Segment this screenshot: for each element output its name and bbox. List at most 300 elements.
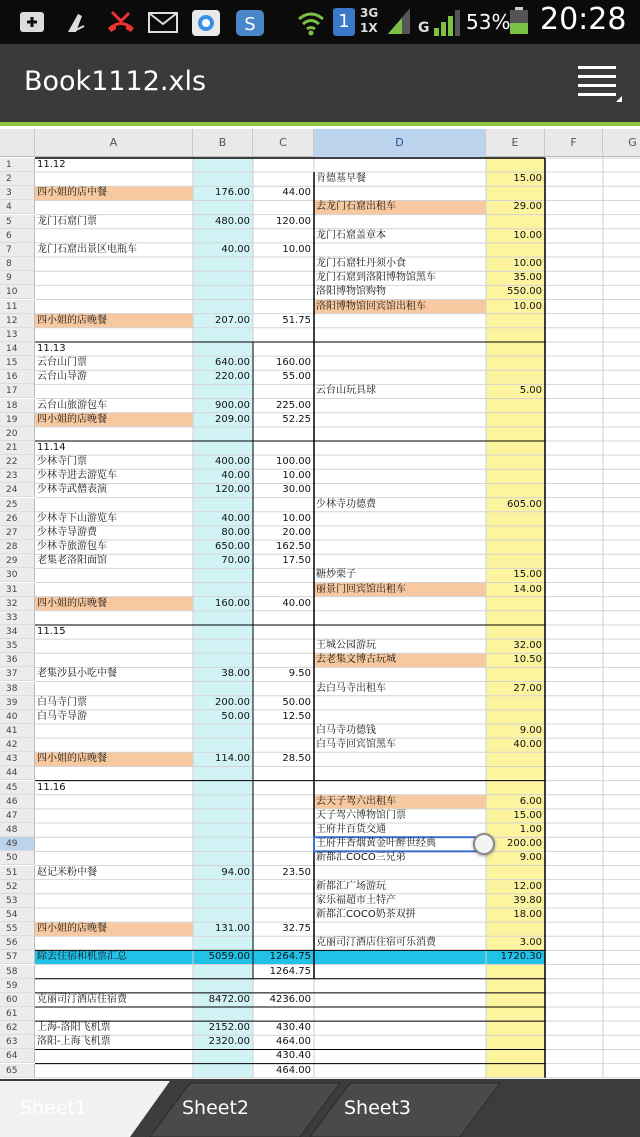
- cell-e[interactable]: 10.00: [513, 258, 542, 270]
- cleaner-icon: [62, 8, 94, 36]
- cell-fill: [193, 1007, 253, 1021]
- cell-d[interactable]: 王城公园游玩: [316, 640, 376, 652]
- cell-c[interactable]: 23.50: [282, 866, 311, 878]
- row-header[interactable]: 1: [0, 158, 35, 172]
- cell-a[interactable]: 老集老洛阳面馆: [37, 555, 107, 567]
- cell-a[interactable]: 洛阳-上海飞机票: [37, 1036, 111, 1048]
- cell-a[interactable]: 少林寺导游费: [37, 526, 97, 538]
- cell-e[interactable]: 29.00: [513, 201, 542, 213]
- cell-a[interactable]: 龙门石窟门票: [37, 215, 97, 227]
- cell-c[interactable]: 28.50: [282, 753, 311, 765]
- row-header[interactable]: 49: [0, 837, 35, 851]
- cell-b[interactable]: 40.00: [221, 512, 250, 524]
- cell-fill: [193, 384, 253, 398]
- cell-c[interactable]: 430.40: [276, 1022, 311, 1034]
- cell-e[interactable]: 14.00: [513, 583, 542, 595]
- cell-e[interactable]: 3.00: [519, 937, 542, 949]
- cell-fill: [193, 653, 253, 667]
- row-header[interactable]: 13: [0, 328, 35, 342]
- cell-fill: [486, 922, 545, 936]
- cell-c[interactable]: 160.00: [276, 357, 311, 369]
- cell-fill: [193, 625, 253, 639]
- cell-e[interactable]: 550.00: [507, 286, 542, 298]
- sheet-tab-bar: [0, 1079, 640, 1137]
- cell-c[interactable]: 44.00: [282, 187, 311, 199]
- cell-b[interactable]: 176.00: [215, 187, 250, 199]
- cell-c[interactable]: 1264.75: [269, 951, 311, 963]
- cell-fill: [193, 766, 253, 780]
- row-header[interactable]: 56: [0, 936, 35, 950]
- cell-fill: [193, 158, 253, 172]
- cell-c[interactable]: 4236.00: [269, 993, 311, 1005]
- row-header[interactable]: 47: [0, 809, 35, 823]
- cell-fill: [193, 837, 253, 851]
- cell-fill: [486, 512, 545, 526]
- cell-c[interactable]: 120.00: [276, 215, 311, 227]
- cell-fill: [193, 328, 253, 342]
- row-header[interactable]: 10: [0, 285, 35, 299]
- row-header[interactable]: 4: [0, 200, 35, 214]
- cell-e[interactable]: 39.80: [513, 894, 542, 906]
- cell-b[interactable]: 2152.00: [208, 1022, 250, 1034]
- cell-fill: [193, 682, 253, 696]
- cell-e[interactable]: 15.00: [513, 809, 542, 821]
- cell-fill: [486, 597, 545, 611]
- cell-e[interactable]: 40.00: [513, 739, 542, 751]
- row-header[interactable]: 46: [0, 795, 35, 809]
- cell-c[interactable]: 430.40: [276, 1050, 311, 1062]
- menu-icon[interactable]: [574, 60, 624, 110]
- row-header[interactable]: 17: [0, 384, 35, 398]
- cell-e[interactable]: 10.50: [513, 654, 542, 666]
- column-header-d[interactable]: D: [314, 129, 486, 157]
- row-header[interactable]: 59: [0, 979, 35, 993]
- cell-a[interactable]: 11.16: [37, 781, 66, 793]
- cell-a[interactable]: 四小姐的店晚餐: [37, 923, 107, 935]
- cell-a[interactable]: 克丽司汀酒店住宿费: [37, 993, 127, 1005]
- cell-a[interactable]: 少林寺下山游览车: [37, 512, 117, 524]
- column-header-bar: [0, 129, 640, 157]
- cell-d[interactable]: 白马寺功德钱: [316, 725, 376, 736]
- cell-a[interactable]: 白马寺门票: [37, 696, 87, 708]
- row-header[interactable]: 45: [0, 781, 35, 795]
- cell-e[interactable]: 605.00: [507, 498, 542, 510]
- cell-a[interactable]: 11.13: [37, 342, 66, 354]
- cell-b[interactable]: 220.00: [215, 371, 250, 383]
- missed-call-icon: [104, 8, 138, 36]
- row-header[interactable]: 15: [0, 356, 35, 370]
- cell-e[interactable]: 5.00: [519, 385, 542, 397]
- cell-fill: [193, 809, 253, 823]
- cell-d[interactable]: 洛阳博物馆回宾馆出租车: [316, 300, 426, 312]
- cell-fill: [193, 908, 253, 922]
- cell-fill: [193, 936, 253, 950]
- row-header[interactable]: 6: [0, 229, 35, 243]
- cell-e[interactable]: 18.00: [513, 908, 542, 920]
- cell-d[interactable]: 家乐福超市土特产: [316, 894, 396, 906]
- cell-a[interactable]: 少林寺旅游包车: [37, 541, 107, 553]
- row-header[interactable]: 32: [0, 597, 35, 611]
- cell-fill: [486, 342, 545, 356]
- cell-a[interactable]: 白马寺导游: [37, 710, 87, 722]
- row-header[interactable]: 7: [0, 243, 35, 257]
- column-header-a[interactable]: A: [35, 129, 193, 157]
- cell-b[interactable]: 70.00: [221, 555, 250, 567]
- wifi-icon: [296, 8, 326, 36]
- cell-b[interactable]: 5059.00: [208, 951, 250, 963]
- row-header[interactable]: 2: [0, 172, 35, 186]
- row-header[interactable]: 50: [0, 851, 35, 865]
- cell-d[interactable]: 丽景门回宾馆出租车: [316, 583, 406, 595]
- cell-fill: [486, 667, 545, 681]
- cell-fill: [193, 795, 253, 809]
- battery-percent: 53%: [466, 10, 511, 34]
- cell-fill: [486, 243, 545, 257]
- cell-fill: [193, 285, 253, 299]
- cell-b[interactable]: 114.00: [215, 753, 250, 765]
- network-g-label: G: [418, 20, 430, 36]
- cell-d[interactable]: 新都汇广场游玩: [316, 880, 386, 892]
- cell-d[interactable]: 克丽司汀酒店住宿可乐消费: [316, 937, 436, 949]
- cell-a[interactable]: 少林寺门票: [37, 456, 87, 468]
- cell-d[interactable]: 去白马寺出租车: [316, 682, 386, 694]
- column-header-e[interactable]: E: [486, 129, 545, 157]
- cell-c[interactable]: 40.00: [282, 597, 311, 609]
- cell-fill: [486, 413, 545, 427]
- sheet-tab-sheet1[interactable]: Sheet1: [20, 1097, 88, 1119]
- cell-fill: [193, 639, 253, 653]
- cell-c[interactable]: 20.00: [282, 526, 311, 538]
- row-header[interactable]: 33: [0, 611, 35, 625]
- cell-fill: [193, 611, 253, 625]
- cell-e[interactable]: 1.00: [519, 824, 542, 836]
- spreadsheet-grid[interactable]: [0, 157, 640, 1079]
- cell-fill: [486, 611, 545, 625]
- cell-c[interactable]: 225.00: [276, 399, 311, 411]
- cell-d[interactable]: 少林寺功德费: [316, 498, 376, 510]
- cell-e[interactable]: 1720.30: [500, 951, 542, 963]
- cell-a[interactable]: 四小姐的店中餐: [37, 187, 107, 199]
- cell-fill: [486, 427, 545, 441]
- row-header[interactable]: 58: [0, 965, 35, 979]
- cell-c[interactable]: 100.00: [276, 456, 311, 468]
- row-header[interactable]: 51: [0, 866, 35, 880]
- cell-e[interactable]: 35.00: [513, 272, 542, 284]
- row-header[interactable]: 3: [0, 186, 35, 200]
- row-header[interactable]: 11: [0, 300, 35, 314]
- cell-b[interactable]: 38.00: [221, 668, 250, 680]
- cell-fill: [193, 441, 253, 455]
- row-header[interactable]: 62: [0, 1021, 35, 1035]
- cell-fill: [193, 568, 253, 582]
- cell-b[interactable]: 50.00: [221, 710, 250, 722]
- select-all-corner[interactable]: [0, 129, 35, 157]
- cell-fill: [486, 1049, 545, 1063]
- row-header[interactable]: 63: [0, 1035, 35, 1049]
- row-header[interactable]: 52: [0, 880, 35, 894]
- cell-fill: [486, 215, 545, 229]
- row-header[interactable]: 57: [0, 950, 35, 964]
- cell-b[interactable]: 94.00: [221, 866, 250, 878]
- battery-icon: [508, 6, 530, 34]
- cell-a[interactable]: 少林寺武僧表演: [37, 484, 107, 496]
- row-header[interactable]: 36: [0, 653, 35, 667]
- cell-d[interactable]: 王府井香烟黄金叶醉世经典: [316, 838, 436, 850]
- app-title-bar: [0, 44, 640, 126]
- cell-b[interactable]: 160.00: [215, 597, 250, 609]
- column-header-f[interactable]: F: [545, 129, 603, 157]
- cell-d[interactable]: 糖炒栗子: [316, 569, 356, 581]
- cell-b[interactable]: 640.00: [215, 357, 250, 369]
- cell-c[interactable]: 10.00: [282, 512, 311, 524]
- cell-fill: [486, 483, 545, 497]
- cell-a[interactable]: 老集沙县小吃中餐: [37, 668, 117, 680]
- row-header[interactable]: 9: [0, 271, 35, 285]
- cell-a[interactable]: 四小姐的店晚餐: [37, 753, 107, 765]
- cell-d[interactable]: 龙门石窟到洛阳博物馆黑车: [316, 272, 436, 284]
- cell-fill: [486, 455, 545, 469]
- cell-d[interactable]: 龙门石窟牡丹须小食: [316, 258, 406, 270]
- cell-fill: [193, 172, 253, 186]
- skype-icon: [234, 8, 266, 36]
- cell-e[interactable]: 10.00: [513, 300, 542, 312]
- row-header[interactable]: 53: [0, 894, 35, 908]
- cell-c[interactable]: 50.00: [282, 696, 311, 708]
- row-header[interactable]: 16: [0, 370, 35, 384]
- cell-d[interactable]: 肯德基早餐: [316, 173, 366, 185]
- row-header[interactable]: 22: [0, 455, 35, 469]
- cell-fill: [193, 851, 253, 865]
- cell-c[interactable]: 9.50: [288, 668, 311, 680]
- cell-e[interactable]: 9.00: [519, 852, 542, 864]
- cell-fill: [193, 342, 253, 356]
- cell-d[interactable]: 白马寺回宾馆黑车: [316, 739, 396, 751]
- cell-c[interactable]: 10.00: [282, 243, 311, 255]
- row-header[interactable]: 25: [0, 498, 35, 512]
- row-header[interactable]: 34: [0, 625, 35, 639]
- row-header[interactable]: 37: [0, 667, 35, 681]
- row-header[interactable]: 26: [0, 512, 35, 526]
- row-header[interactable]: 54: [0, 908, 35, 922]
- app-store-icon: [190, 8, 222, 36]
- cell-fill: [193, 257, 253, 271]
- cell-fill: [486, 158, 545, 172]
- cell-b[interactable]: 207.00: [215, 314, 250, 326]
- cell-fill: [486, 993, 545, 1007]
- cell-fill: [193, 200, 253, 214]
- cell-b[interactable]: 8472.00: [208, 993, 250, 1005]
- cell-a[interactable]: 11.15: [37, 625, 66, 637]
- cell-d[interactable]: 新都汇COCO奶茶双拼: [316, 908, 416, 920]
- cell-a[interactable]: 11.14: [37, 442, 66, 453]
- cell-fill: [486, 441, 545, 455]
- row-header[interactable]: 21: [0, 441, 35, 455]
- cell-c[interactable]: 464.00: [276, 1064, 311, 1076]
- row-header[interactable]: 28: [0, 540, 35, 554]
- cell-fill: [486, 710, 545, 724]
- cell-c[interactable]: 464.00: [276, 1036, 311, 1048]
- cell-fill: [486, 186, 545, 200]
- cell-fill: [193, 300, 253, 314]
- row-header[interactable]: 23: [0, 469, 35, 483]
- cell-a[interactable]: 龙门石窟出景区电瓶车: [37, 243, 137, 255]
- cell-d[interactable]: 去龙门石窟出租车: [316, 201, 396, 213]
- row-header[interactable]: 44: [0, 766, 35, 780]
- cell-fill: [193, 1049, 253, 1063]
- cell-fill: [193, 583, 253, 597]
- cell-a[interactable]: 云台山门票: [37, 357, 87, 369]
- cell-b[interactable]: 650.00: [215, 541, 250, 553]
- cell-d[interactable]: 云台山玩具球: [316, 385, 376, 397]
- cell-fill: [193, 823, 253, 837]
- row-header[interactable]: 8: [0, 257, 35, 271]
- cell-c[interactable]: 162.50: [276, 541, 311, 553]
- cell-fill: [193, 880, 253, 894]
- cell-fill: [486, 1021, 545, 1035]
- cell-fill: [486, 752, 545, 766]
- cell-b[interactable]: 900.00: [215, 399, 250, 411]
- cell-e[interactable]: 9.00: [519, 725, 542, 736]
- cell-c[interactable]: 52.25: [282, 413, 311, 425]
- cell-e[interactable]: 15.00: [513, 173, 542, 185]
- cell-d[interactable]: 新都汇COCO三兄弟: [316, 852, 406, 864]
- cell-a[interactable]: 四小姐的店晚餐: [37, 413, 107, 425]
- cell-c[interactable]: 51.75: [282, 314, 311, 326]
- row-header[interactable]: 29: [0, 554, 35, 568]
- row-header[interactable]: 42: [0, 738, 35, 752]
- cell-b[interactable]: 480.00: [215, 215, 250, 227]
- column-header-g[interactable]: G: [603, 129, 640, 157]
- cell-c[interactable]: 10.00: [282, 470, 311, 482]
- cell-fill: [486, 696, 545, 710]
- cell-a[interactable]: 云台山旅游包车: [37, 399, 107, 411]
- row-header[interactable]: 31: [0, 583, 35, 597]
- signal-icon: [432, 8, 464, 36]
- cell-d[interactable]: 去老集文博古玩城: [316, 654, 396, 666]
- cell-b[interactable]: 209.00: [215, 413, 250, 425]
- cell-a[interactable]: 四小姐的店晚餐: [37, 314, 107, 326]
- cell-e[interactable]: 6.00: [519, 795, 542, 807]
- cell-fill: [486, 965, 545, 979]
- row-header[interactable]: 12: [0, 314, 35, 328]
- row-header[interactable]: 55: [0, 922, 35, 936]
- cell-e[interactable]: 15.00: [513, 569, 542, 581]
- column-header-b[interactable]: B: [193, 129, 253, 157]
- row-header[interactable]: 61: [0, 1007, 35, 1021]
- cell-b[interactable]: 80.00: [221, 526, 250, 538]
- row-header[interactable]: 64: [0, 1049, 35, 1063]
- cell-c[interactable]: 17.50: [282, 555, 311, 567]
- cell-d[interactable]: 洛阳博物馆购物: [316, 286, 386, 298]
- cell-a[interactable]: 赵记米粉中餐: [37, 866, 97, 878]
- cell-c[interactable]: 55.00: [282, 371, 311, 383]
- row-header[interactable]: 65: [0, 1064, 35, 1078]
- cell-fill: [486, 554, 545, 568]
- cell-fill: [193, 427, 253, 441]
- row-header[interactable]: 30: [0, 568, 35, 582]
- cell-e[interactable]: 27.00: [513, 682, 542, 694]
- cell-fill: [193, 724, 253, 738]
- cell-a[interactable]: 四小姐的店晚餐: [37, 597, 107, 609]
- row-header[interactable]: 43: [0, 752, 35, 766]
- cell-b[interactable]: 131.00: [215, 923, 250, 935]
- cell-e[interactable]: 32.00: [513, 640, 542, 652]
- sheet-tab-sheet2[interactable]: Sheet2: [182, 1097, 250, 1119]
- cell-b[interactable]: 400.00: [215, 456, 250, 468]
- cell-a[interactable]: 云台山导游: [37, 371, 87, 383]
- row-header[interactable]: 20: [0, 427, 35, 441]
- cell-e[interactable]: 12.00: [513, 880, 542, 892]
- row-header[interactable]: 18: [0, 399, 35, 413]
- add-notification-icon: [18, 8, 50, 36]
- sim-indicator: 1: [333, 8, 355, 36]
- cell-b[interactable]: 40.00: [221, 243, 250, 255]
- cell-d[interactable]: 龙门石窟盖章本: [316, 229, 386, 241]
- row-header[interactable]: 41: [0, 724, 35, 738]
- column-header-c[interactable]: C: [253, 129, 314, 157]
- row-header[interactable]: 35: [0, 639, 35, 653]
- sheet-tab-sheet3[interactable]: Sheet3: [344, 1097, 412, 1119]
- row-header[interactable]: 19: [0, 413, 35, 427]
- status-bar: [0, 0, 640, 44]
- cell-fill: [486, 979, 545, 993]
- cell-fill: [486, 766, 545, 780]
- cell-fill: [486, 399, 545, 413]
- cell-e[interactable]: 10.00: [513, 229, 542, 241]
- cell-c[interactable]: 12.50: [282, 710, 311, 722]
- cell-c[interactable]: 32.75: [282, 923, 311, 935]
- cell-e[interactable]: 200.00: [507, 838, 542, 850]
- cell-a[interactable]: 除去住宿和机票汇总: [37, 951, 127, 963]
- file-title: Book1112.xls: [24, 66, 207, 97]
- row-header[interactable]: 27: [0, 526, 35, 540]
- cell-b[interactable]: 2320.00: [208, 1036, 250, 1048]
- row-header[interactable]: 5: [0, 215, 35, 229]
- cell-fill: [486, 370, 545, 384]
- cell-c[interactable]: 1264.75: [269, 965, 311, 977]
- cell-fill: [193, 271, 253, 285]
- cell-b[interactable]: 40.00: [221, 470, 250, 482]
- cell-fill: [486, 540, 545, 554]
- cell-b[interactable]: 120.00: [215, 484, 250, 496]
- row-header[interactable]: 60: [0, 993, 35, 1007]
- cell-d[interactable]: 去天子驾六出租车: [316, 795, 396, 807]
- cell-d[interactable]: 天子驾六博物馆门票: [316, 809, 406, 821]
- cell-a[interactable]: 11.12: [37, 159, 66, 170]
- cell-fill: [486, 328, 545, 342]
- cell-fill: [193, 781, 253, 795]
- cell-d[interactable]: 王府井百货交通: [316, 824, 386, 836]
- cell-c[interactable]: 30.00: [282, 484, 311, 496]
- cell-a[interactable]: 少林寺进去游览车: [37, 470, 117, 482]
- signal-3g-icon: [384, 6, 412, 34]
- cell-fill: [486, 1035, 545, 1049]
- cell-b[interactable]: 200.00: [215, 696, 250, 708]
- row-header[interactable]: 48: [0, 823, 35, 837]
- cell-fill: [486, 469, 545, 483]
- cell-fill: [193, 979, 253, 993]
- tab-shapes: [0, 1079, 640, 1137]
- row-header[interactable]: 14: [0, 342, 35, 356]
- cell-fill: [486, 1064, 545, 1078]
- row-header[interactable]: 39: [0, 696, 35, 710]
- row-header[interactable]: 38: [0, 682, 35, 696]
- cell-a[interactable]: 上海-洛阳飞机票: [37, 1022, 111, 1034]
- network-3g-label: 3G 1X: [360, 6, 379, 35]
- row-header[interactable]: 24: [0, 483, 35, 497]
- row-header[interactable]: 40: [0, 710, 35, 724]
- svg-text:S: S: [244, 14, 256, 35]
